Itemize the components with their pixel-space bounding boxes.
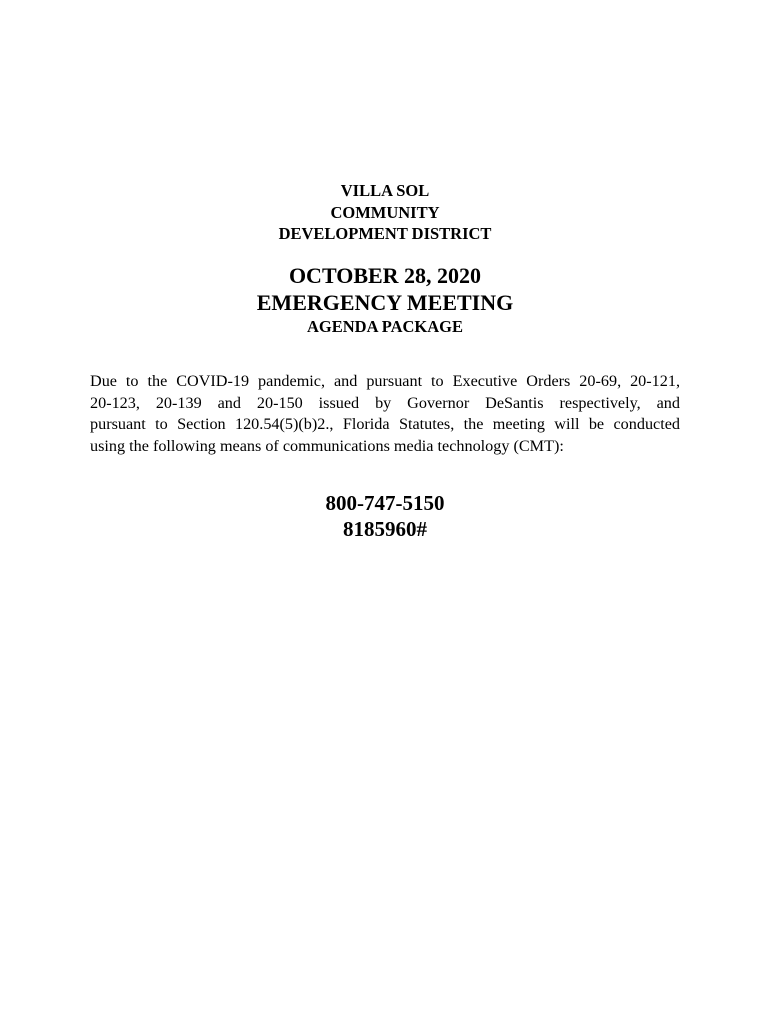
district-name-line-1: VILLA SOL <box>340 181 430 200</box>
district-name <box>0 180 770 245</box>
meeting-heading <box>0 262 770 338</box>
call-in-info <box>0 490 770 542</box>
notice-paragraph <box>90 371 680 457</box>
call-in-phone-number: 800-747-5150 <box>325 491 445 515</box>
district-name-line-3: DEVELOPMENT DISTRICT <box>278 224 492 243</box>
notice-line-1: Due to the COVID-19 pandemic, and pursuant to Executive Orders 20-69, 20-121, <box>90 372 680 390</box>
notice-line-3: pursuant to Section 120.54(5)(b)2., Florida Statutes, the meeting will be conducted <box>90 415 680 433</box>
notice-line-2: 20-123, 20-139 and 20-150 issued by Governor DeSantis respectively, and <box>90 393 680 412</box>
meeting-subtitle: AGENDA PACKAGE <box>307 317 463 336</box>
district-name-line-2: COMMUNITY <box>330 202 440 222</box>
meeting-type: EMERGENCY MEETING <box>256 290 514 315</box>
notice-line-4: using the following means of communications media technology (CMT): <box>90 436 564 455</box>
meeting-date: OCTOBER 28, 2020 <box>288 263 482 288</box>
call-in-access-code: 8185960# <box>343 517 427 541</box>
